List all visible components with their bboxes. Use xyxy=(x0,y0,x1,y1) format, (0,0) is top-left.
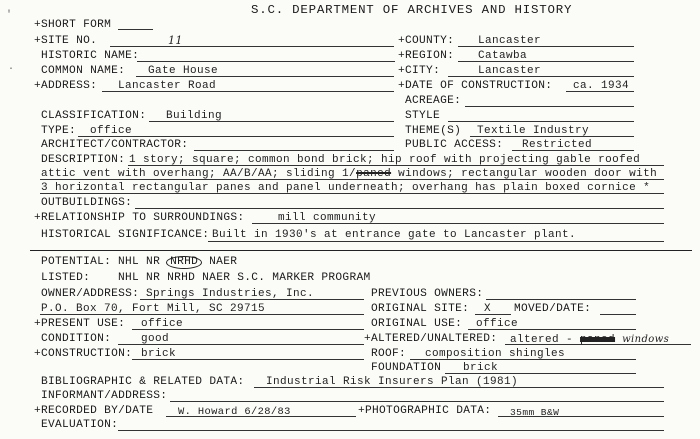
original-site-label: ORIGINAL SITE: xyxy=(371,303,470,315)
owner-line-1-rule xyxy=(140,299,364,300)
county-label: +COUNTY: xyxy=(398,35,455,47)
condition-label: CONDITION: xyxy=(41,333,112,345)
classification-line xyxy=(149,121,394,122)
original-use-line xyxy=(468,329,636,330)
original-use-value: office xyxy=(476,318,519,330)
roof-line xyxy=(410,359,636,360)
address-line xyxy=(102,91,394,92)
owner-line-1: Springs Industries, Inc. xyxy=(146,288,315,300)
classification-label: CLASSIFICATION: xyxy=(41,110,147,122)
description-line-1: 1 story; square; common bond brick; hip roof with projecting gable roofed xyxy=(129,154,641,166)
recorded-by-line xyxy=(166,416,356,417)
style-line xyxy=(448,121,634,122)
city-value: Lancaster xyxy=(478,65,542,77)
original-site-value: X xyxy=(484,303,492,315)
address-label: +ADDRESS: xyxy=(34,80,98,92)
themes-value: Textile Industry xyxy=(477,125,590,137)
photographic-line xyxy=(498,416,664,417)
acreage-label: ACREAGE: xyxy=(405,95,462,107)
altered-line xyxy=(505,344,691,345)
potential-options: NHL NR NRHD NAER xyxy=(118,256,238,268)
historic-name-label: HISTORIC NAME: xyxy=(41,50,140,62)
informant-line xyxy=(170,401,664,402)
roof-value: composition shingles xyxy=(425,348,566,360)
description-line-2: attic vent with overhang; AA/B/AA; sliding 1/paned windows; rectangular wooden door with xyxy=(41,168,658,180)
owner-address-label: OWNER/ADDRESS: xyxy=(41,288,140,300)
listed-label: LISTED: xyxy=(41,272,91,284)
short-form-line xyxy=(118,29,153,30)
listed-options: NHL NR NRHD NAER S.C. MARKER PROGRAM xyxy=(118,272,371,284)
previous-owners-label: PREVIOUS OWNERS: xyxy=(371,288,484,300)
city-line xyxy=(448,76,634,77)
site-no-value: 11 xyxy=(168,34,183,47)
historic-name-line xyxy=(137,61,395,62)
present-use-line xyxy=(132,329,364,330)
type-line xyxy=(78,136,394,137)
county-line xyxy=(458,46,634,47)
relationship-value: mill community xyxy=(278,212,377,224)
address-value: Lancaster Road xyxy=(118,80,217,92)
condition-value: good xyxy=(141,333,170,345)
handwritten-annotation: windows xyxy=(622,334,670,345)
themes-label: THEME(S) xyxy=(405,125,462,137)
site-no-line xyxy=(110,46,394,47)
foundation-value: brick xyxy=(463,362,499,374)
margin-dot-mark: . xyxy=(8,62,15,73)
owner-line-2-rule xyxy=(40,314,364,315)
outbuildings-label: OUTBUILDINGS: xyxy=(41,197,133,209)
county-value: Lancaster xyxy=(478,35,542,47)
informant-label: INFORMANT/ADDRESS: xyxy=(41,390,168,402)
description-line-2-rule xyxy=(40,179,664,180)
bibliographic-value: Industrial Risk Insurers Plan (1981) xyxy=(266,376,519,388)
region-value: Catawba xyxy=(478,50,528,62)
potential-label: POTENTIAL: xyxy=(41,256,112,268)
moved-date-label: MOVED/DATE: xyxy=(514,303,592,315)
scribbled-word: paned xyxy=(580,334,616,346)
description-line-3-rule xyxy=(40,193,664,194)
construction-label: +CONSTRUCTION: xyxy=(34,348,133,360)
style-label: STYLE xyxy=(405,110,441,122)
moved-date-line xyxy=(600,314,636,315)
construction-line xyxy=(132,359,364,360)
present-use-value: office xyxy=(141,318,184,330)
date-construction-value: ca. 1934 xyxy=(573,80,630,92)
public-access-line xyxy=(512,150,634,151)
type-value: office xyxy=(90,125,133,137)
bibliographic-line xyxy=(254,387,664,388)
site-no-label: +SITE NO. xyxy=(34,35,98,47)
evaluation-label: EVALUATION: xyxy=(41,419,119,431)
foundation-line xyxy=(445,373,636,374)
description-label: DESCRIPTION: xyxy=(41,154,126,166)
bibliographic-label: BIBLIOGRAPHIC & RELATED DATA: xyxy=(41,376,245,388)
significance-label: HISTORICAL SIGNIFICANCE: xyxy=(41,229,210,241)
potential-circled-option: NRHD xyxy=(166,256,202,269)
common-name-line xyxy=(136,76,394,77)
common-name-value: Gate House xyxy=(148,65,219,77)
roof-label: ROOF: xyxy=(371,348,407,360)
description-line-1-rule xyxy=(128,165,664,166)
date-construction-line xyxy=(566,91,634,92)
short-form-label: +SHORT FORM xyxy=(34,19,112,31)
city-label: +CITY: xyxy=(398,65,441,77)
architect-line xyxy=(194,150,394,151)
themes-line xyxy=(470,136,634,137)
classification-value: Building xyxy=(166,110,223,122)
public-access-label: PUBLIC ACCESS: xyxy=(405,139,504,151)
original-use-label: ORIGINAL USE: xyxy=(371,318,463,330)
recorded-by-label: +RECORDED BY/DATE xyxy=(34,405,154,417)
photographic-value: 35mm B&W xyxy=(510,407,560,418)
recorded-by-value: W. Howard 6/28/83 xyxy=(178,406,291,418)
relationship-label: +RELATIONSHIP TO SURROUNDINGS: xyxy=(34,212,245,224)
architect-label: ARCHITECT/CONTRACTOR: xyxy=(41,139,189,151)
condition-line xyxy=(118,344,364,345)
evaluation-line xyxy=(118,430,664,431)
present-use-label: +PRESENT USE: xyxy=(34,318,126,330)
significance-value: Built in 1930's at entrance gate to Lancaster plant. xyxy=(212,229,577,241)
previous-owners-line xyxy=(486,299,636,300)
altered-value: altered - paned windows xyxy=(510,334,670,346)
construction-value: brick xyxy=(141,348,177,360)
significance-line xyxy=(208,241,664,242)
margin-tick-mark: ' xyxy=(6,10,13,21)
description-line-3: 3 horizontal rectangular panes and panel underneath; overhang has plain boxed cornice * xyxy=(41,182,651,194)
owner-line-2: P.O. Box 70, Fort Mill, SC 29715 xyxy=(41,303,266,315)
altered-label: +ALTERED/UNALTERED: xyxy=(364,333,498,345)
public-access-value: Restricted xyxy=(522,139,593,151)
form-header: S.C. DEPARTMENT OF ARCHIVES AND HISTORY xyxy=(251,3,573,17)
section-divider xyxy=(30,250,692,251)
region-label: +REGION: xyxy=(398,50,455,62)
photographic-label: +PHOTOGRAPHIC DATA: xyxy=(358,405,492,417)
date-construction-label: +DATE OF CONSTRUCTION: xyxy=(398,80,553,92)
relationship-line xyxy=(252,223,664,224)
outbuildings-line xyxy=(135,208,664,209)
struck-word: paned xyxy=(356,168,392,180)
acreage-line xyxy=(465,106,634,107)
type-label: TYPE: xyxy=(41,125,77,137)
region-line xyxy=(458,61,634,62)
foundation-label: FOUNDATION xyxy=(371,362,442,374)
common-name-label: COMMON NAME: xyxy=(41,65,126,77)
original-site-line xyxy=(475,314,511,315)
